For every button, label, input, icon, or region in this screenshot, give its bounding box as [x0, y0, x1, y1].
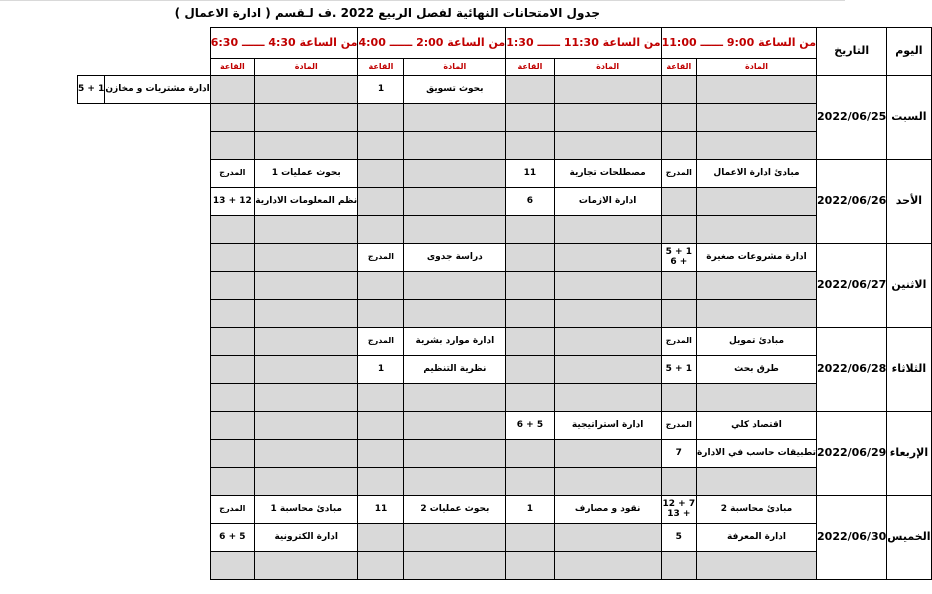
- empty-subject-cell: [254, 468, 358, 496]
- empty-subject-cell: [696, 468, 816, 496]
- empty-room-cell: [210, 244, 254, 272]
- empty-subject-cell: [254, 412, 358, 440]
- date-cell: 2022/06/27: [817, 244, 887, 328]
- date-cell: 2022/06/26: [817, 160, 887, 244]
- empty-subject-cell: [554, 216, 661, 244]
- room-cell: المدرج: [661, 328, 696, 356]
- empty-subject-cell: [254, 132, 358, 160]
- date-cell: 2022/06/25: [817, 76, 887, 160]
- empty-room-cell: [506, 524, 554, 552]
- empty-subject-cell: [554, 328, 661, 356]
- empty-subject-cell: [404, 188, 506, 216]
- empty-subject-cell: [554, 104, 661, 132]
- date-column-header: التاريخ: [817, 28, 887, 76]
- room-cell: 11: [358, 496, 404, 524]
- subject-cell: ادارة المعرفة: [696, 524, 816, 552]
- schedule-row: [78, 76, 932, 104]
- empty-subject-cell: [554, 468, 661, 496]
- room-cell: 7: [661, 440, 696, 468]
- empty-subject-cell: [554, 524, 661, 552]
- empty-room-cell: [210, 104, 254, 132]
- empty-room-cell: [661, 104, 696, 132]
- empty-subject-cell: [404, 384, 506, 412]
- subject-cell: ادارة استراتيجية: [554, 412, 661, 440]
- empty-room-cell: [210, 272, 254, 300]
- schedule-row: [78, 216, 932, 244]
- room-cell: 7 + 12 + 13: [661, 496, 696, 524]
- room-cell: المدرج: [358, 328, 404, 356]
- empty-subject-cell: [554, 384, 661, 412]
- subject-column-header: المادة: [554, 59, 661, 76]
- room-cell: المدرج: [661, 412, 696, 440]
- schedule-row: [78, 272, 932, 300]
- empty-subject-cell: [404, 132, 506, 160]
- room-cell: 1 + 5: [78, 76, 105, 104]
- empty-room-cell: [358, 524, 404, 552]
- day-cell: الإربعاء: [887, 412, 931, 496]
- empty-room-cell: [210, 328, 254, 356]
- schedule-row: [78, 440, 932, 468]
- room-column-header: القاعة: [210, 59, 254, 76]
- empty-room-cell: [210, 132, 254, 160]
- time-slot-header: من الساعة 11:30 ــــــ 1:30: [506, 28, 661, 59]
- subject-cell: دراسة جدوى: [404, 244, 506, 272]
- empty-subject-cell: [254, 300, 358, 328]
- empty-room-cell: [661, 76, 696, 104]
- subject-cell: نظرية التنظيم: [404, 356, 506, 384]
- day-cell: الخميس: [887, 496, 931, 580]
- empty-subject-cell: [404, 412, 506, 440]
- empty-subject-cell: [404, 216, 506, 244]
- empty-room-cell: [210, 552, 254, 580]
- room-cell: 1: [358, 356, 404, 384]
- empty-room-cell: [358, 160, 404, 188]
- time-slot-header: من الساعة 4:30 ــــــ 6:30: [210, 28, 358, 59]
- empty-room-cell: [358, 272, 404, 300]
- subject-cell: ادارة مشروعات صغيرة: [696, 244, 816, 272]
- empty-subject-cell: [404, 272, 506, 300]
- subject-cell: بحوث تسويق: [404, 76, 506, 104]
- empty-room-cell: [506, 272, 554, 300]
- date-cell: 2022/06/30: [817, 496, 887, 580]
- empty-room-cell: [358, 412, 404, 440]
- empty-subject-cell: [254, 440, 358, 468]
- room-cell: 5 + 6: [210, 524, 254, 552]
- subject-cell: نقود و مصارف: [554, 496, 661, 524]
- empty-subject-cell: [404, 552, 506, 580]
- empty-subject-cell: [254, 216, 358, 244]
- subject-cell: نظم المعلومات الادارية: [254, 188, 358, 216]
- empty-room-cell: [210, 356, 254, 384]
- empty-room-cell: [506, 440, 554, 468]
- room-cell: المدرج: [210, 160, 254, 188]
- empty-subject-cell: [254, 76, 358, 104]
- schedule-row: [78, 300, 932, 328]
- date-cell: 2022/06/28: [817, 328, 887, 412]
- room-column-header: القاعة: [358, 59, 404, 76]
- empty-subject-cell: [254, 328, 358, 356]
- empty-subject-cell: [254, 104, 358, 132]
- subject-cell: مبادئ محاسبة 1: [254, 496, 358, 524]
- empty-room-cell: [506, 552, 554, 580]
- empty-subject-cell: [404, 160, 506, 188]
- date-cell: 2022/06/29: [817, 412, 887, 496]
- empty-room-cell: [506, 244, 554, 272]
- empty-room-cell: [661, 272, 696, 300]
- subject-column-header: المادة: [696, 59, 816, 76]
- empty-room-cell: [661, 188, 696, 216]
- exam-schedule-table: [77, 27, 932, 580]
- empty-subject-cell: [696, 300, 816, 328]
- empty-subject-cell: [696, 216, 816, 244]
- empty-room-cell: [358, 384, 404, 412]
- schedule-row: [78, 468, 932, 496]
- schedule-row: [78, 384, 932, 412]
- room-cell: 6: [506, 188, 554, 216]
- empty-room-cell: [506, 384, 554, 412]
- subject-cell: ادارة الكترونية: [254, 524, 358, 552]
- empty-room-cell: [661, 468, 696, 496]
- empty-subject-cell: [404, 104, 506, 132]
- empty-room-cell: [358, 132, 404, 160]
- subject-cell: مبادئ محاسبة 2: [696, 496, 816, 524]
- subject-column-header: المادة: [404, 59, 506, 76]
- empty-room-cell: [661, 132, 696, 160]
- subject-cell: بحوث عمليات 1: [254, 160, 358, 188]
- empty-room-cell: [506, 328, 554, 356]
- empty-room-cell: [358, 216, 404, 244]
- subject-cell: تطبيقات حاسب في الادارة: [696, 440, 816, 468]
- room-cell: 5: [661, 524, 696, 552]
- empty-room-cell: [358, 440, 404, 468]
- empty-room-cell: [506, 216, 554, 244]
- empty-room-cell: [506, 468, 554, 496]
- empty-room-cell: [661, 300, 696, 328]
- empty-room-cell: [506, 300, 554, 328]
- room-cell: المدرج: [210, 496, 254, 524]
- empty-room-cell: [506, 104, 554, 132]
- empty-subject-cell: [696, 104, 816, 132]
- room-column-header: القاعة: [506, 59, 554, 76]
- schedule-row: [78, 356, 932, 384]
- empty-subject-cell: [404, 300, 506, 328]
- empty-subject-cell: [254, 244, 358, 272]
- day-cell: الاثنين: [887, 244, 931, 328]
- empty-room-cell: [358, 552, 404, 580]
- schedule-row: [78, 104, 932, 132]
- empty-room-cell: [210, 468, 254, 496]
- empty-room-cell: [506, 76, 554, 104]
- empty-subject-cell: [696, 132, 816, 160]
- empty-subject-cell: [554, 76, 661, 104]
- empty-subject-cell: [254, 384, 358, 412]
- empty-subject-cell: [554, 440, 661, 468]
- day-cell: الأحد: [887, 160, 931, 244]
- subject-cell: مبادئ ادارة الاعمال: [696, 160, 816, 188]
- subject-cell: طرق بحث: [696, 356, 816, 384]
- subject-column-header: المادة: [254, 59, 358, 76]
- empty-subject-cell: [696, 76, 816, 104]
- room-cell: 12 + 13: [210, 188, 254, 216]
- schedule-row: [78, 132, 932, 160]
- empty-room-cell: [358, 300, 404, 328]
- room-cell: 1: [506, 496, 554, 524]
- day-column-header: اليوم: [887, 28, 931, 76]
- room-cell: 1 + 5: [661, 356, 696, 384]
- subject-cell: مبادئ تمويل: [696, 328, 816, 356]
- empty-subject-cell: [554, 272, 661, 300]
- time-slot-header: من الساعة 9:00 ــــــ 11:00: [661, 28, 816, 59]
- empty-room-cell: [506, 356, 554, 384]
- page-title: جدول الامتحانات النهائية لفصل الربيع 2022 .ف لـقسم ( ادارة الاعمال ): [174, 6, 600, 20]
- empty-subject-cell: [404, 468, 506, 496]
- room-cell: المدرج: [661, 160, 696, 188]
- schedule-row: [78, 496, 932, 524]
- room-cell: 11: [506, 160, 554, 188]
- schedule-row: [78, 244, 932, 272]
- subject-cell: ادارة الازمات: [554, 188, 661, 216]
- schedule-row: [78, 188, 932, 216]
- empty-subject-cell: [554, 244, 661, 272]
- empty-room-cell: [358, 104, 404, 132]
- subject-cell: ادارة مشتريات و مخازن: [105, 76, 210, 104]
- empty-room-cell: [358, 468, 404, 496]
- empty-subject-cell: [254, 552, 358, 580]
- empty-subject-cell: [404, 440, 506, 468]
- empty-subject-cell: [404, 524, 506, 552]
- subject-cell: بحوث عمليات 2: [404, 496, 506, 524]
- room-column-header: القاعة: [661, 59, 696, 76]
- empty-room-cell: [661, 552, 696, 580]
- empty-subject-cell: [696, 552, 816, 580]
- window-top-border: [0, 0, 845, 1]
- empty-room-cell: [210, 76, 254, 104]
- room-cell: 1 + 5 + 6: [661, 244, 696, 272]
- empty-subject-cell: [554, 132, 661, 160]
- schedule-row: [78, 328, 932, 356]
- empty-room-cell: [506, 132, 554, 160]
- empty-room-cell: [661, 384, 696, 412]
- empty-subject-cell: [254, 356, 358, 384]
- subject-cell: اقتصاد كلي: [696, 412, 816, 440]
- room-cell: 1: [358, 76, 404, 104]
- day-cell: السبت: [887, 76, 931, 160]
- time-slot-header: من الساعة 2:00 ــــــ 4:00: [358, 28, 506, 59]
- empty-room-cell: [358, 188, 404, 216]
- subject-cell: مصطلحات تجارية: [554, 160, 661, 188]
- schedule-row: [78, 552, 932, 580]
- empty-subject-cell: [696, 384, 816, 412]
- empty-subject-cell: [554, 552, 661, 580]
- room-cell: 5 + 6: [506, 412, 554, 440]
- empty-room-cell: [210, 440, 254, 468]
- empty-subject-cell: [554, 300, 661, 328]
- schedule-row: [78, 524, 932, 552]
- empty-room-cell: [661, 216, 696, 244]
- empty-room-cell: [210, 216, 254, 244]
- empty-subject-cell: [254, 272, 358, 300]
- schedule-row: [78, 160, 932, 188]
- empty-room-cell: [210, 300, 254, 328]
- empty-subject-cell: [696, 188, 816, 216]
- room-cell: المدرج: [358, 244, 404, 272]
- empty-subject-cell: [554, 356, 661, 384]
- schedule-row: [78, 412, 932, 440]
- empty-subject-cell: [696, 272, 816, 300]
- empty-room-cell: [210, 412, 254, 440]
- subject-cell: ادارة موارد بشرية: [404, 328, 506, 356]
- day-cell: الثلاثاء: [887, 328, 931, 412]
- empty-room-cell: [210, 384, 254, 412]
